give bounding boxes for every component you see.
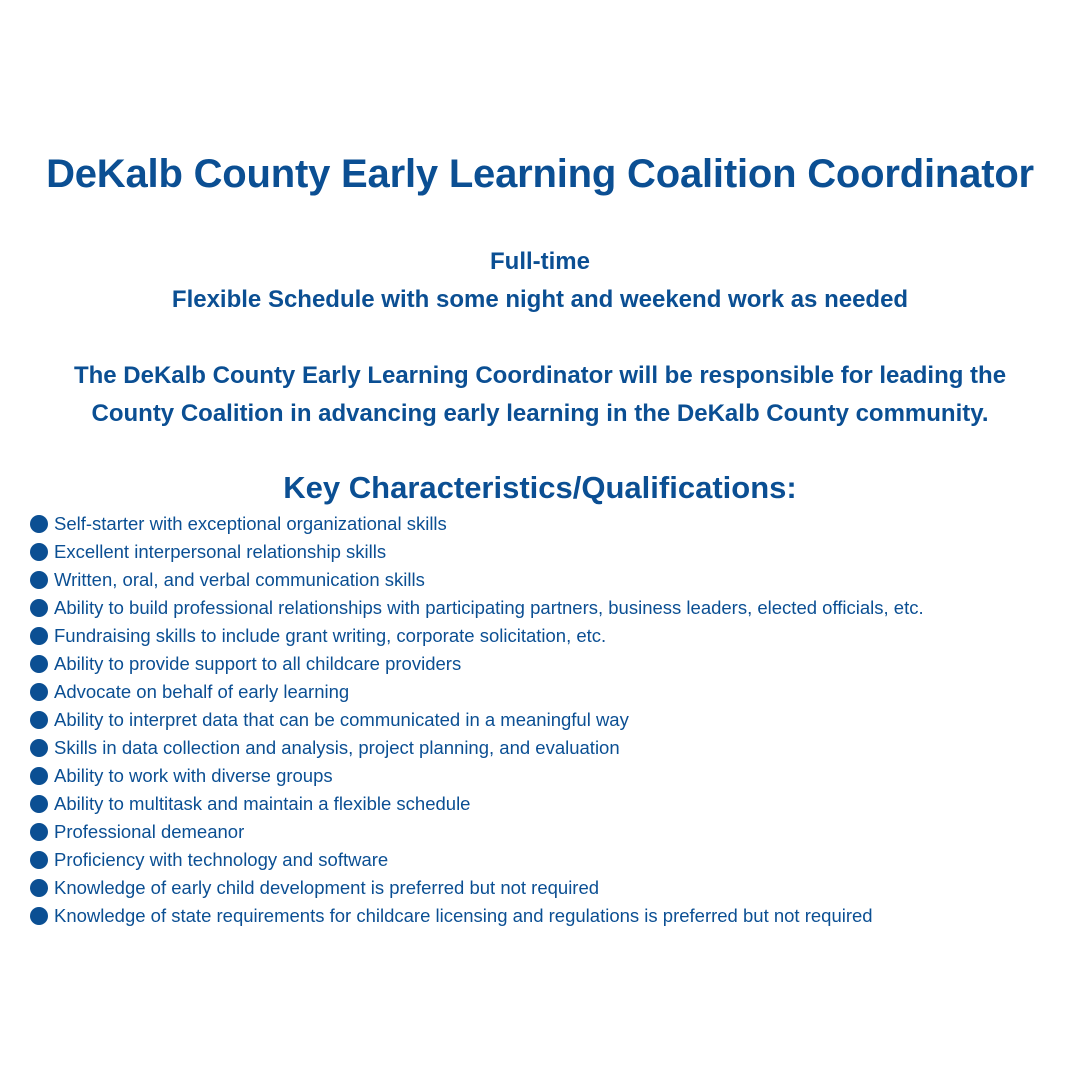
list-item [30, 734, 1070, 762]
employment-type: Full-time [490, 248, 590, 275]
list-item-text: Skills in data collection and analysis, project planning, and evaluation [54, 737, 620, 758]
list-item [30, 846, 1070, 874]
bullet-icon [30, 627, 48, 645]
bullet-icon [30, 739, 48, 757]
bullet-icon [30, 823, 48, 841]
list-item-text: Ability to interpret data that can be communicated in a meaningful way [54, 709, 629, 730]
list-item [30, 874, 1070, 902]
bullet-icon [30, 655, 48, 673]
list-item-text: Proficiency with technology and software [54, 849, 389, 870]
list-item-text: Ability to work with diverse groups [54, 765, 333, 786]
list-item-text: Self-starter with exceptional organizational skills [54, 513, 447, 534]
list-item-text: Knowledge of early child development is preferred but not required [54, 877, 600, 898]
bullet-icon [30, 515, 48, 533]
list-item [30, 622, 1070, 650]
qualifications-list [30, 510, 1070, 930]
list-item [30, 566, 1070, 594]
bullet-icon [30, 683, 48, 701]
list-item-text: Professional demeanor [54, 821, 245, 842]
bullet-icon [30, 571, 48, 589]
bullet-icon [30, 767, 48, 785]
list-item [30, 706, 1070, 734]
bullet-icon [30, 711, 48, 729]
list-item-text: Fundraising skills to include grant writing, corporate solicitation, etc. [54, 625, 607, 646]
list-item [30, 510, 1070, 538]
description-line-1: The DeKalb County Early Learning Coordinator will be responsible for leading the [73, 362, 1007, 389]
list-item [30, 762, 1070, 790]
list-item [30, 818, 1070, 846]
list-item [30, 594, 1070, 622]
list-item [30, 790, 1070, 818]
list-item [30, 538, 1070, 566]
list-item-text: Knowledge of state requirements for childcare licensing and regulations is preferred but not required [54, 905, 873, 926]
list-item-text: Ability to multitask and maintain a flexible schedule [54, 793, 471, 814]
bullet-icon [30, 907, 48, 925]
schedule-text: Flexible Schedule with some night and weekend work as needed [171, 286, 909, 313]
list-item-text: Written, oral, and verbal communication skills [54, 569, 425, 590]
bullet-icon [30, 795, 48, 813]
bullet-icon [30, 851, 48, 869]
qualifications-heading: Key Characteristics/Qualifications: [283, 470, 797, 505]
list-item [30, 678, 1070, 706]
list-item [30, 650, 1070, 678]
list-item-text: Ability to build professional relationships with participating partners, business leaders, elected officials, etc. [54, 597, 924, 618]
list-item-text: Ability to provide support to all childcare providers [54, 653, 462, 674]
list-item-text: Advocate on behalf of early learning [54, 681, 350, 702]
bullet-icon [30, 879, 48, 897]
page-title: DeKalb County Early Learning Coalition Coordinator [46, 152, 1034, 196]
description-line-2: County Coalition in advancing early learning in the DeKalb County community. [91, 400, 989, 427]
bullet-icon [30, 543, 48, 561]
bullet-icon [30, 599, 48, 617]
job-description [0, 357, 1080, 433]
list-item-text: Excellent interpersonal relationship skills [54, 541, 387, 562]
list-item [30, 902, 1070, 930]
